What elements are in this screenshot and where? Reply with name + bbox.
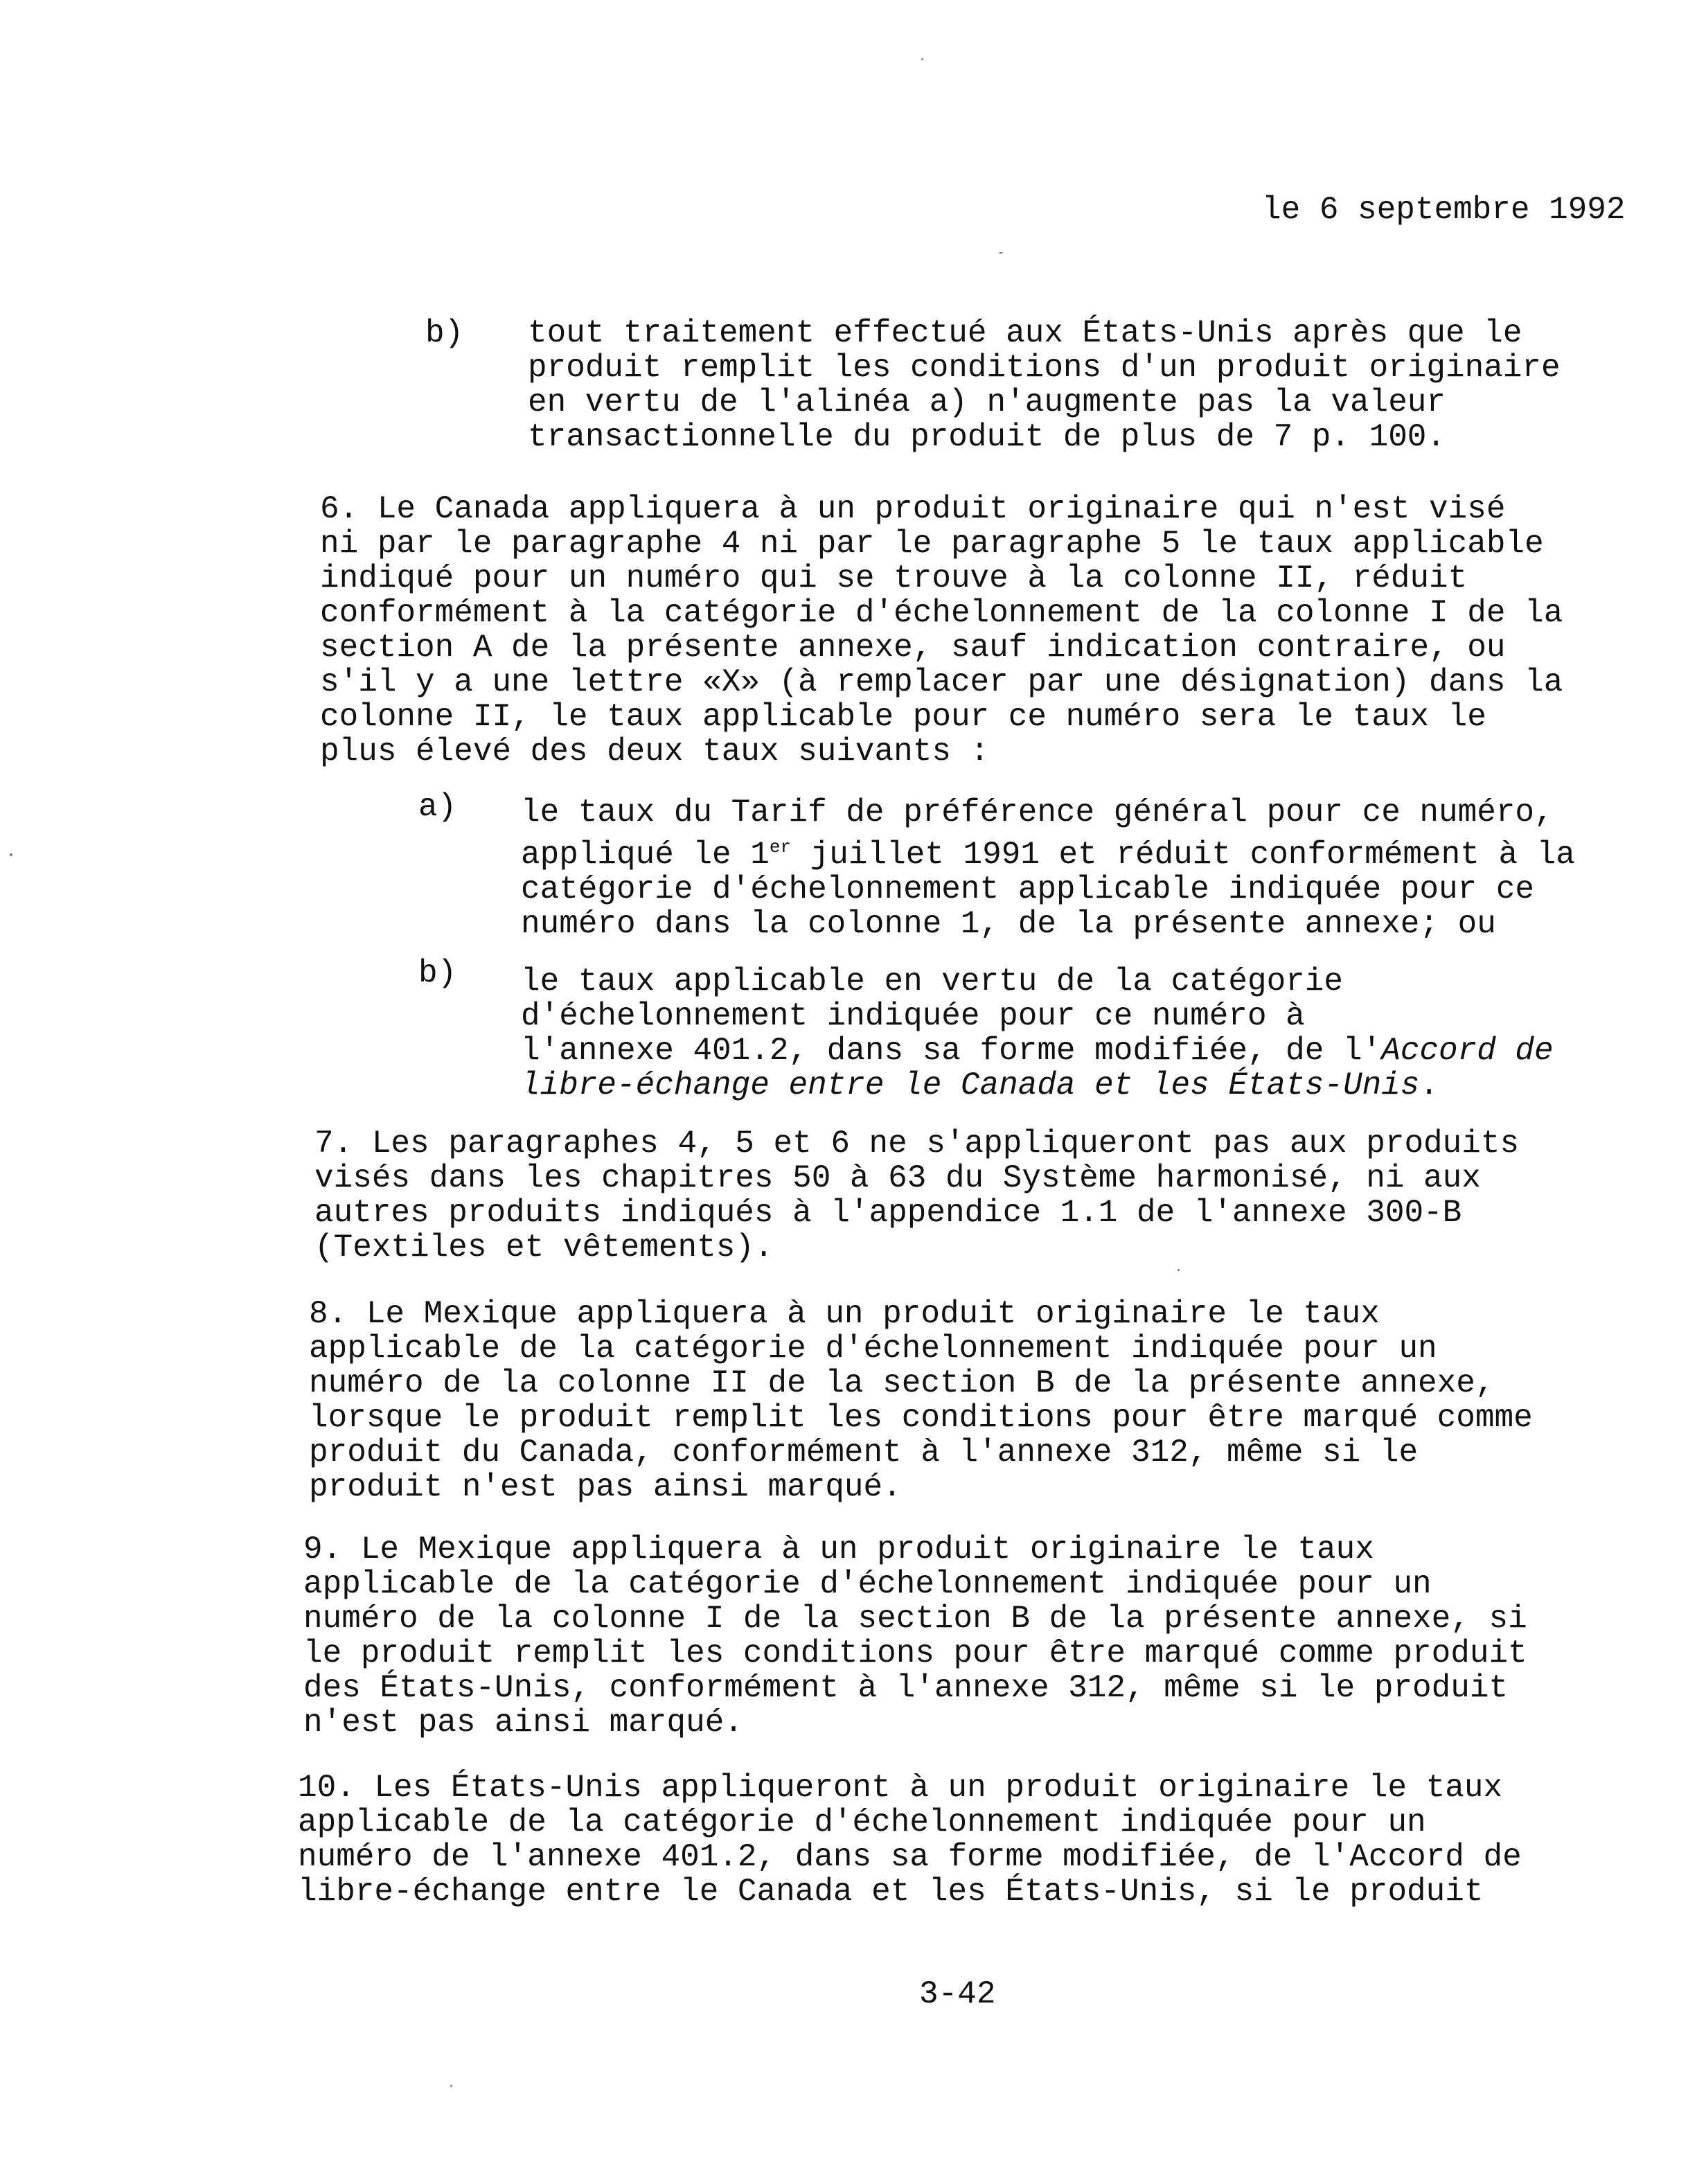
text-line: 8. Le Mexique appliquera à un produit originaire le taux [309,1296,1380,1332]
text-line: numéro de l'annexe 401.2, dans sa forme modifiée, de l'Accord de [298,1839,1522,1875]
subparagraph-6a [521,795,1575,941]
text-line: applicable de la catégorie d'échelonnement indiquée pour un [309,1331,1437,1367]
text-line [521,1033,1554,1068]
italic-title-fragment: libre-échange entre le Canada et les États-Unis [521,1067,1420,1103]
paragraph-9 [303,1532,1527,1740]
document-date: le 6 septembre 1992 [1262,192,1626,228]
text-line: visés dans les chapitres 50 à 63 du Système harmonisé, ni aux [314,1160,1481,1196]
text-fragment: appliqué le 1 [521,837,770,873]
text-line: transactionnelle du produit de plus de 7 p. 100. [528,419,1446,455]
text-line: 7. Les paragraphes 4, 5 et 6 ne s'appliqueront pas aux produits [314,1126,1520,1162]
text-line: des États-Unis, conformément à l'annexe 312, même si le produit [303,1670,1509,1706]
text-line: en vertu de l'alinéa a) n'augmente pas la valeur [528,384,1446,420]
text-line: 9. Le Mexique appliquera à un produit originaire le taux [303,1532,1374,1568]
text-line: n'est pas ainsi marqué. [303,1705,743,1741]
text-line [521,830,1575,872]
text-line: numéro dans la colonne 1, de la présente annexe; ou [521,906,1496,942]
text-line: ni par le paragraphe 4 ni par le paragraphe 5 le taux applicable [320,526,1544,562]
text-line: plus élevé des deux taux suivants : [320,734,990,770]
text-line: 10. Les États-Unis appliqueront à un produit originaire le taux [298,1770,1503,1806]
text-line: le taux applicable en vertu de la catégorie [521,964,1343,1000]
text-fragment: . [1419,1067,1439,1103]
text-line: applicable de la catégorie d'échelonnement indiquée pour un [303,1566,1432,1602]
text-line: d'échelonnement indiquée pour ce numéro à [521,998,1305,1034]
text-line: section A de la présente annexe, sauf indication contraire, ou [320,630,1506,666]
paragraph-8 [309,1297,1533,1504]
text-line [521,1068,1554,1103]
text-line: applicable de la catégorie d'échelonnement indiquée pour un [298,1804,1426,1840]
subparagraph-label-6a: a) [418,789,457,825]
scan-speck [921,58,923,60]
text-line: lorsque le produit remplit les conditions pour être marqué comme [309,1400,1533,1436]
text-line: tout traitement effectué aux États-Unis après que le [528,315,1522,351]
text-line: 6. Le Canada appliquera à un produit originaire qui n'est visé [320,491,1506,527]
text-line: conformément à la catégorie d'échelonnement de la colonne I de la [320,595,1563,631]
text-line: (Textiles et vêtements). [314,1229,774,1266]
subparagraph-5b [528,316,1561,454]
text-fragment: juillet 1991 et réduit conformément à la [791,837,1575,873]
scan-speck [999,252,1003,254]
text-fragment: l'annexe 401.2, dans sa forme modifiée, de l' [521,1033,1382,1069]
scan-speck [450,2085,452,2087]
paragraph-6 [320,492,1563,769]
paragraph-10 [298,1770,1522,1909]
text-line: numéro de la colonne I de la section B de la présente annexe, si [303,1601,1527,1637]
text-line: le produit remplit les conditions pour être marqué comme produit [303,1635,1527,1671]
text-line: produit n'est pas ainsi marqué. [309,1469,902,1505]
text-line: s'il y a une lettre «X» (à remplacer par une désignation) dans la [320,664,1563,700]
text-line: libre-échange entre le Canada et les États-Unis, si le produit [298,1874,1484,1910]
text-line: le taux du Tarif de préférence général pour ce numéro, [521,794,1554,831]
scan-speck [1178,1269,1180,1271]
page-number: 3-42 [919,1976,996,2012]
subparagraph-6b [521,964,1554,1103]
scan-speck [10,853,12,856]
text-line: autres produits indiqués à l'appendice 1.1 de l'annexe 300-B [314,1195,1462,1231]
superscript-ordinal: er [769,837,792,858]
paragraph-7 [314,1126,1519,1265]
text-line: indiqué pour un numéro qui se trouve à la colonne II, réduit [320,560,1468,596]
text-line: numéro de la colonne II de la section B de la présente annexe, [309,1365,1495,1401]
italic-title-fragment: Accord de [1381,1033,1554,1069]
text-line: catégorie d'échelonnement applicable indiquée pour ce [521,871,1535,907]
subparagraph-label-5b: b) [425,315,464,351]
text-line: produit du Canada, conformément à l'annexe 312, même si le [309,1435,1419,1471]
text-line: colonne II, le taux applicable pour ce numéro sera le taux le [320,699,1486,735]
subparagraph-label-6b: b) [418,955,457,991]
text-line: produit remplit les conditions d'un produit originaire [528,350,1561,386]
